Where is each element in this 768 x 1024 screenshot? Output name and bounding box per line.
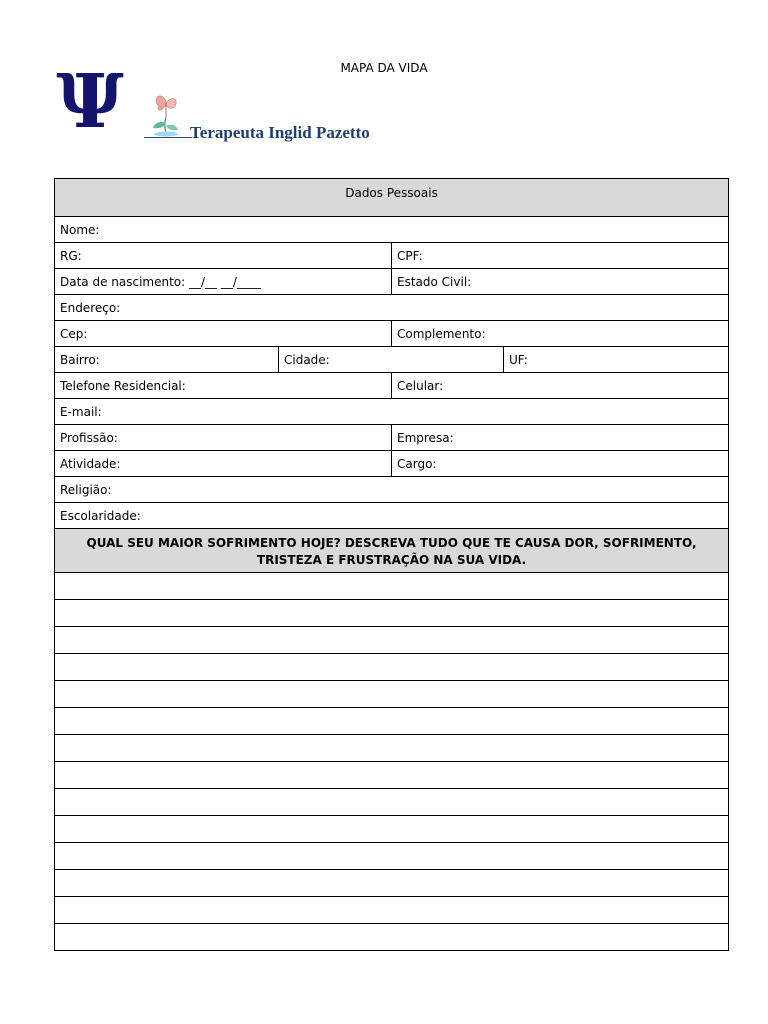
birth-date-field[interactable]: Data de nascimento: __/__ __/____	[55, 269, 392, 295]
logo-underline	[144, 137, 192, 138]
answer-line[interactable]	[55, 816, 729, 843]
company-field[interactable]: Empresa:	[392, 425, 729, 451]
answer-line[interactable]	[55, 843, 729, 870]
education-field[interactable]: Escolaridade:	[55, 503, 729, 529]
activity-field[interactable]: Atividade:	[55, 451, 392, 477]
address-field[interactable]: Endereço:	[55, 295, 729, 321]
home-phone-field[interactable]: Telefone Residencial:	[55, 373, 392, 399]
answer-line-row	[55, 924, 729, 951]
answer-line[interactable]	[55, 654, 729, 681]
question-row	[55, 529, 729, 573]
answer-line-row	[55, 681, 729, 708]
butterfly-flower-icon	[144, 93, 188, 139]
answer-line-row	[55, 735, 729, 762]
answer-line-row	[55, 816, 729, 843]
state-field[interactable]: UF:	[504, 347, 729, 373]
city-field[interactable]: Cidade:	[279, 347, 504, 373]
answer-line[interactable]	[55, 708, 729, 735]
personal-data-form	[54, 178, 729, 951]
section-title: Dados Pessoais	[55, 179, 729, 217]
answer-line[interactable]	[55, 681, 729, 708]
answer-line-row	[55, 897, 729, 924]
zip-code-field[interactable]: Cep:	[55, 321, 392, 347]
job-title-field[interactable]: Cargo:	[392, 451, 729, 477]
rg-field[interactable]: RG:	[55, 243, 392, 269]
answer-lines	[55, 573, 729, 951]
psi-logo-icon: Ψ	[56, 59, 124, 145]
answer-line[interactable]	[55, 600, 729, 627]
document-title: MAPA DA VIDA	[340, 61, 428, 75]
answer-line-row	[55, 789, 729, 816]
answer-line[interactable]	[55, 924, 729, 951]
answer-line-row	[55, 708, 729, 735]
marital-status-field[interactable]: Estado Civil:	[392, 269, 729, 295]
name-field[interactable]: Nome:	[55, 217, 729, 243]
answer-line-row	[55, 762, 729, 789]
answer-line[interactable]	[55, 762, 729, 789]
answer-line[interactable]	[55, 897, 729, 924]
answer-line-row	[55, 627, 729, 654]
religion-field[interactable]: Religião:	[55, 477, 729, 503]
answer-line-row	[55, 654, 729, 681]
email-field[interactable]: E-mail:	[55, 399, 729, 425]
answer-line[interactable]	[55, 870, 729, 897]
therapist-name: Terapeuta Inglid Pazetto	[190, 123, 370, 142]
answer-line[interactable]	[55, 627, 729, 654]
answer-line[interactable]	[55, 573, 729, 600]
suffering-question: QUAL SEU MAIOR SOFRIMENTO HOJE? DESCREVA TUDO QUE TE CAUSA DOR, SOFRIMENTO, TRISTEZA E FRUSTRAÇÃO NA SUA VIDA.	[55, 529, 729, 573]
answer-line[interactable]	[55, 789, 729, 816]
neighborhood-field[interactable]: Bairro:	[55, 347, 279, 373]
section-header-row	[55, 179, 729, 217]
mobile-phone-field[interactable]: Celular:	[392, 373, 729, 399]
cpf-field[interactable]: CPF:	[392, 243, 729, 269]
answer-line-row	[55, 600, 729, 627]
answer-line-row	[55, 573, 729, 600]
answer-line[interactable]	[55, 735, 729, 762]
complement-field[interactable]: Complemento:	[392, 321, 729, 347]
answer-line-row	[55, 870, 729, 897]
answer-line-row	[55, 843, 729, 870]
profession-field[interactable]: Profissão:	[55, 425, 392, 451]
